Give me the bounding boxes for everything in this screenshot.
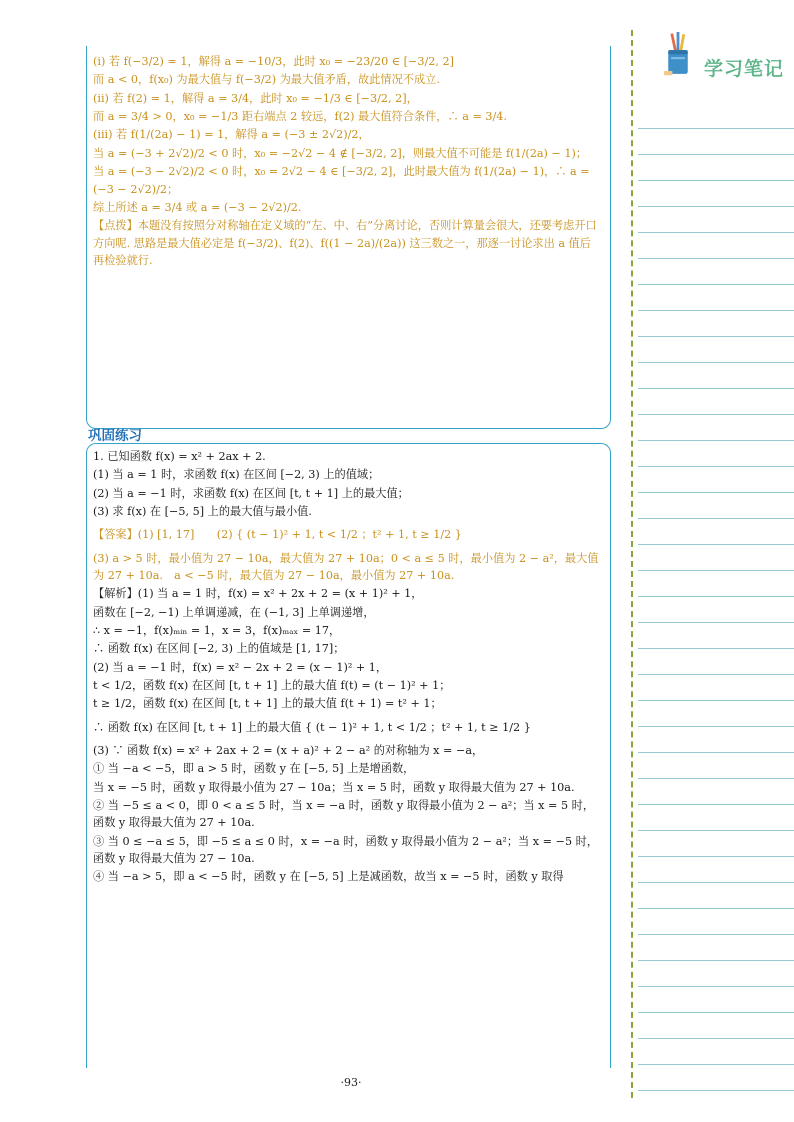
note-rule: [638, 882, 794, 883]
solution-line: 而 a = 3/4 > 0，x₀ = −1/3 距右端点 2 较远，f(2) 最大值符合条件，∴ a = 3/4.: [93, 110, 507, 124]
exercise-line: 【解析】(1) 当 a = 1 时，f(x) = x² + 2x + 2 = (x + 1)² + 1，: [93, 587, 423, 601]
note-rule: [638, 466, 794, 467]
exercise-line: ∴ 函数 f(x) 在区间 [−2, 3) 上的值域是 [1, 17]；: [93, 642, 345, 656]
exercise-line: ② 当 −5 ≤ a < 0，即 0 < a ≤ 5 时，当 x = −a 时，函数 y 取得最小值为 2 − a²；当 x = 5 时，函数 y 取得最大值为 27 + 10a.: [93, 798, 595, 830]
note-rule: [638, 1064, 794, 1065]
note-rule: [638, 414, 794, 415]
note-rule: [638, 622, 794, 623]
column-divider: [631, 30, 633, 1098]
note-rule: [638, 544, 794, 545]
note-rule: [638, 154, 794, 155]
exercise-line: ④ 当 −a > 5，即 a < −5 时，函数 y 在 [−5, 5] 上是减函数，故当 x = −5 时，函数 y 取得: [93, 870, 564, 884]
exercise-box: [86, 443, 611, 1068]
note-rule: [638, 388, 794, 389]
notes-header: [654, 32, 794, 100]
solution-line: (i) 若 f(−3/2) = 1，解得 a = −10/3，此时 x₀ = −23/20 ∈ [−3/2, 2]: [93, 55, 454, 68]
exercise-line: 当 x = −5 时，函数 y 取得最小值为 27 − 10a；当 x = 5 时，函数 y 取得最大值为 27 + 10a.: [93, 780, 575, 794]
exercise-line: t < 1/2，函数 f(x) 在区间 [t, t + 1] 上的最大值 f(t) = (t − 1)² + 1；: [93, 679, 451, 693]
solution-line: (iii) 若 f(1/(2a) − 1) = 1，解得 a = (−3 ± 2√2)/2，: [93, 128, 370, 142]
note-rule: [638, 856, 794, 857]
page-number: ·93·: [340, 1076, 362, 1089]
note-rule: [638, 180, 794, 181]
solution-line: 当 a = (−3 − 2√2)/2 < 0 时，x₀ = 2√2 − 4 ∈ [−3/2, 2]，此时最大值为 f(1/(2a) − 1)，∴ a = (−3 − 2√2)/2；: [93, 165, 590, 196]
note-rule: [638, 934, 794, 935]
note-rule: [638, 830, 794, 831]
exercise-line: ∴ 函数 f(x) 在区间 [t, t + 1] 上的最大值 { (t − 1)² + 1, t < 1/2 ；t² + 1, t ≥ 1/2 }: [93, 720, 531, 734]
note-rule: [638, 960, 794, 961]
exercise-line: (2) 当 a = −1 时，f(x) = x² − 2x + 2 = (x − 1)² + 1，: [93, 660, 388, 674]
note-rule: [638, 1038, 794, 1039]
solution-line: 【点拨】本题没有按照分对称轴在定义域的“左、中、右”分离讨论，否则计算量会很大，还要考虑开口方向呢. 思路是最大值必定是 f(−3/2)、f(2)、f((1 − 2a)/(2a)) 这三数之一，那逐一讨论求出 a 值后再检验就行.: [93, 219, 597, 267]
exercise-line: ∴ x = −1，f(x)ₘᵢₙ = 1，x = 3，f(x)ₘₐₓ = 17，: [93, 623, 341, 637]
note-rule: [638, 1090, 794, 1091]
note-rule: [638, 128, 794, 129]
section-title: 巩固练习: [88, 428, 142, 444]
note-rule: [638, 726, 794, 727]
pen-cup-icon: [654, 32, 702, 78]
exercise-line: (3) ∵ 函数 f(x) = x² + 2ax + 2 = (x + a)² + 2 − a² 的对称轴为 x = −a，: [93, 743, 484, 757]
note-rule: [638, 232, 794, 233]
note-rule: [638, 674, 794, 675]
solution-continuation: [86, 46, 611, 429]
exercise-line: (3) 求 f(x) 在 [−5, 5] 上的最大值与最小值.: [93, 505, 312, 519]
note-rule: [638, 908, 794, 909]
notes-title: 学习笔记: [704, 58, 785, 80]
exercise-line: 【答案】(1) [1, 17] (2) { (t − 1)² + 1, t < 1/2 ；t² + 1, t ≥ 1/2 }: [93, 528, 462, 542]
exercise-line: ① 当 −a < −5，即 a > 5 时，函数 y 在 [−5, 5] 上是增函数，: [93, 762, 415, 776]
note-rule: [638, 1012, 794, 1013]
solution-line: 而 a < 0，f(x₀) 为最大值与 f(−3/2) 为最大值矛盾，故此情况不成立.: [93, 73, 440, 87]
note-rule: [638, 284, 794, 285]
note-rule: [638, 778, 794, 779]
exercise-line: (3) a > 5 时，最小值为 27 − 10a，最大值为 27 + 10a；0 < a ≤ 5 时，最小值为 2 − a²，最大值为 27 + 10a. a < −5 时，最大值为 27 − 10a，最小值为 27 + 10a.: [93, 551, 599, 582]
note-rule: [638, 258, 794, 259]
note-rule: [638, 804, 794, 805]
note-rule: [638, 518, 794, 519]
note-rule: [638, 596, 794, 597]
solution-box: [86, 46, 611, 429]
note-rule: [638, 492, 794, 493]
exercise-line: (1) 当 a = 1 时，求函数 f(x) 在区间 [−2, 3) 上的值域；: [93, 468, 380, 482]
note-rule: [638, 986, 794, 987]
note-rule: [638, 440, 794, 441]
exercise-line: 1. 已知函数 f(x) = x² + 2ax + 2.: [93, 450, 266, 463]
note-rule: [638, 362, 794, 363]
note-rule: [638, 310, 794, 311]
exercise-line: t ≥ 1/2，函数 f(x) 在区间 [t, t + 1] 上的最大值 f(t + 1) = t² + 1；: [93, 697, 442, 711]
note-rule: [638, 700, 794, 701]
solution-line: 综上所述 a = 3/4 或 a = (−3 − 2√2)/2.: [93, 200, 302, 214]
note-rule: [638, 336, 794, 337]
exercise-line: ③ 当 0 ≤ −a ≤ 5，即 −5 ≤ a ≤ 0 时，x = −a 时，函数 y 取得最小值为 2 − a²；当 x = −5 时，函数 y 取得最大值为 27 − 10a.: [93, 834, 599, 866]
note-rule: [638, 648, 794, 649]
solution-line: 当 a = (−3 + 2√2)/2 < 0 时，x₀ = −2√2 − 4 ∉ [−3/2, 2]，则最大值不可能是 f(1/(2a) − 1)；: [93, 146, 588, 160]
solution-line: (ii) 若 f(2) = 1，解得 a = 3/4，此时 x₀ = −1/3 ∈ [−3/2, 2]，: [93, 91, 418, 105]
note-rule: [638, 570, 794, 571]
exercise-line: 函数在 [−2, −1) 上单调递减，在 (−1, 3] 上单调递增，: [93, 605, 375, 619]
note-rule: [638, 206, 794, 207]
exercise-line: (2) 当 a = −1 时，求函数 f(x) 在区间 [t, t + 1] 上的最大值；: [93, 486, 409, 500]
note-rule: [638, 752, 794, 753]
